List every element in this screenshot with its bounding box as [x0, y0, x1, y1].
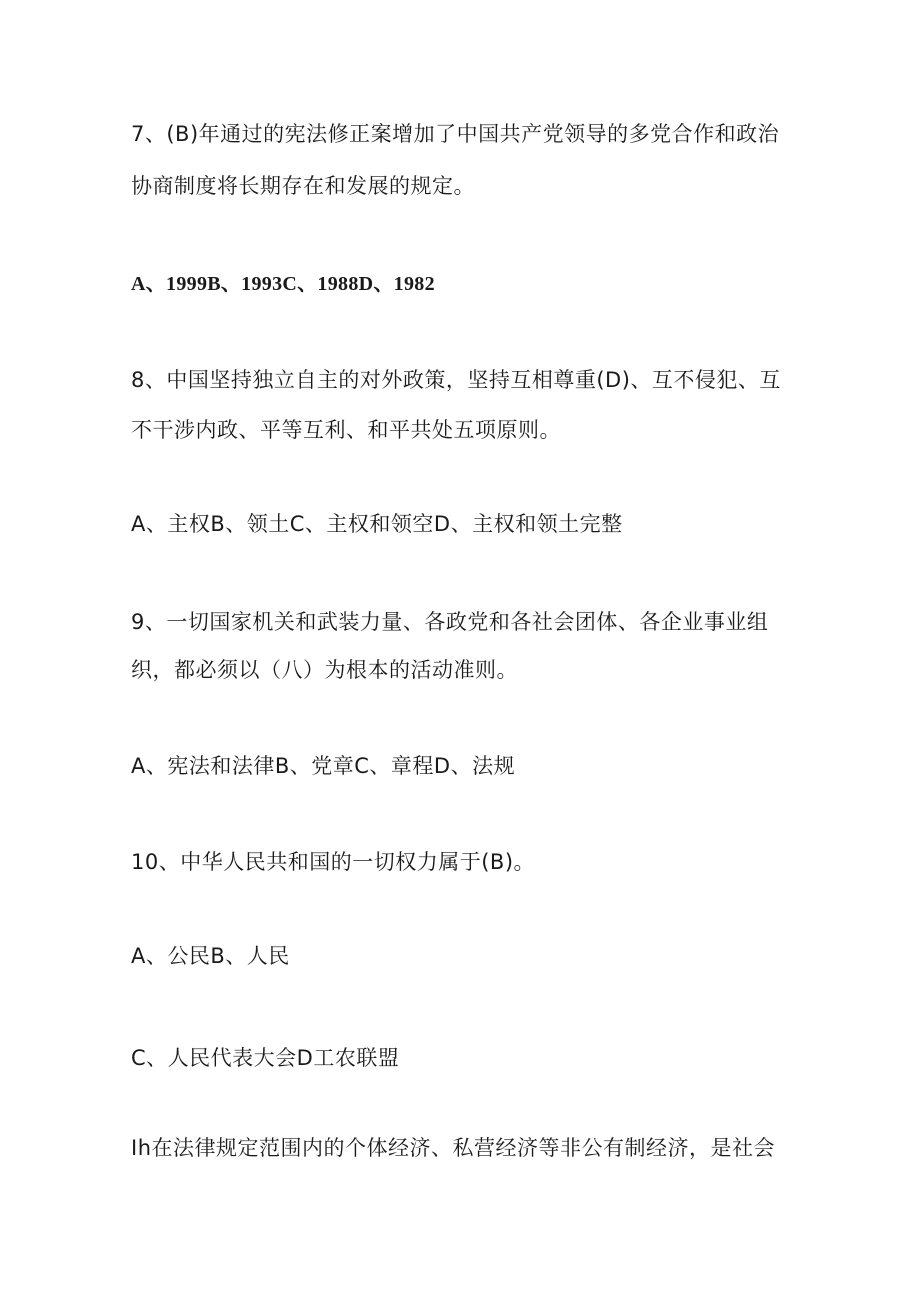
question-8-options: A、主权B、领土C、主权和领空D、主权和领土完整: [131, 512, 623, 536]
question-9-options: A、宪法和法律B、党章C、章程D、法规: [131, 754, 516, 778]
question-7-options: A、1999B、1993C、1988D、1982: [131, 273, 435, 295]
question-7-text-line-2: 协商制度将长期存在和发展的规定。: [131, 174, 475, 198]
question-9-text-line-1: 9、一切国家机关和武装力量、各政党和各社会团体、各企业事业组: [131, 610, 769, 634]
question-11-text-line-1: Ih在法律规定范围内的个体经济、私营经济等非公有制经济，是社会: [131, 1136, 776, 1160]
question-8-text-line-1: 8、中国坚持独立自主的对外政策，坚持互相尊重(D)、互不侵犯、互: [131, 368, 781, 392]
question-10-text: 10、中华人民共和国的一切权力属于(B)。: [131, 850, 536, 874]
question-8-text-line-2: 不干涉内政、平等互利、和平共处五项原则。: [131, 418, 561, 442]
question-9-text-line-2: 织，都必须以（八）为根本的活动准则。: [131, 658, 518, 682]
question-10-options-line-2: C、人民代表大会D工农联盟: [131, 1046, 400, 1070]
question-7-text-line-1: 7、(B)年通过的宪法修正案增加了中国共产党领导的多党合作和政治: [131, 122, 780, 146]
question-10-options-line-1: A、公民B、人民: [131, 944, 290, 968]
